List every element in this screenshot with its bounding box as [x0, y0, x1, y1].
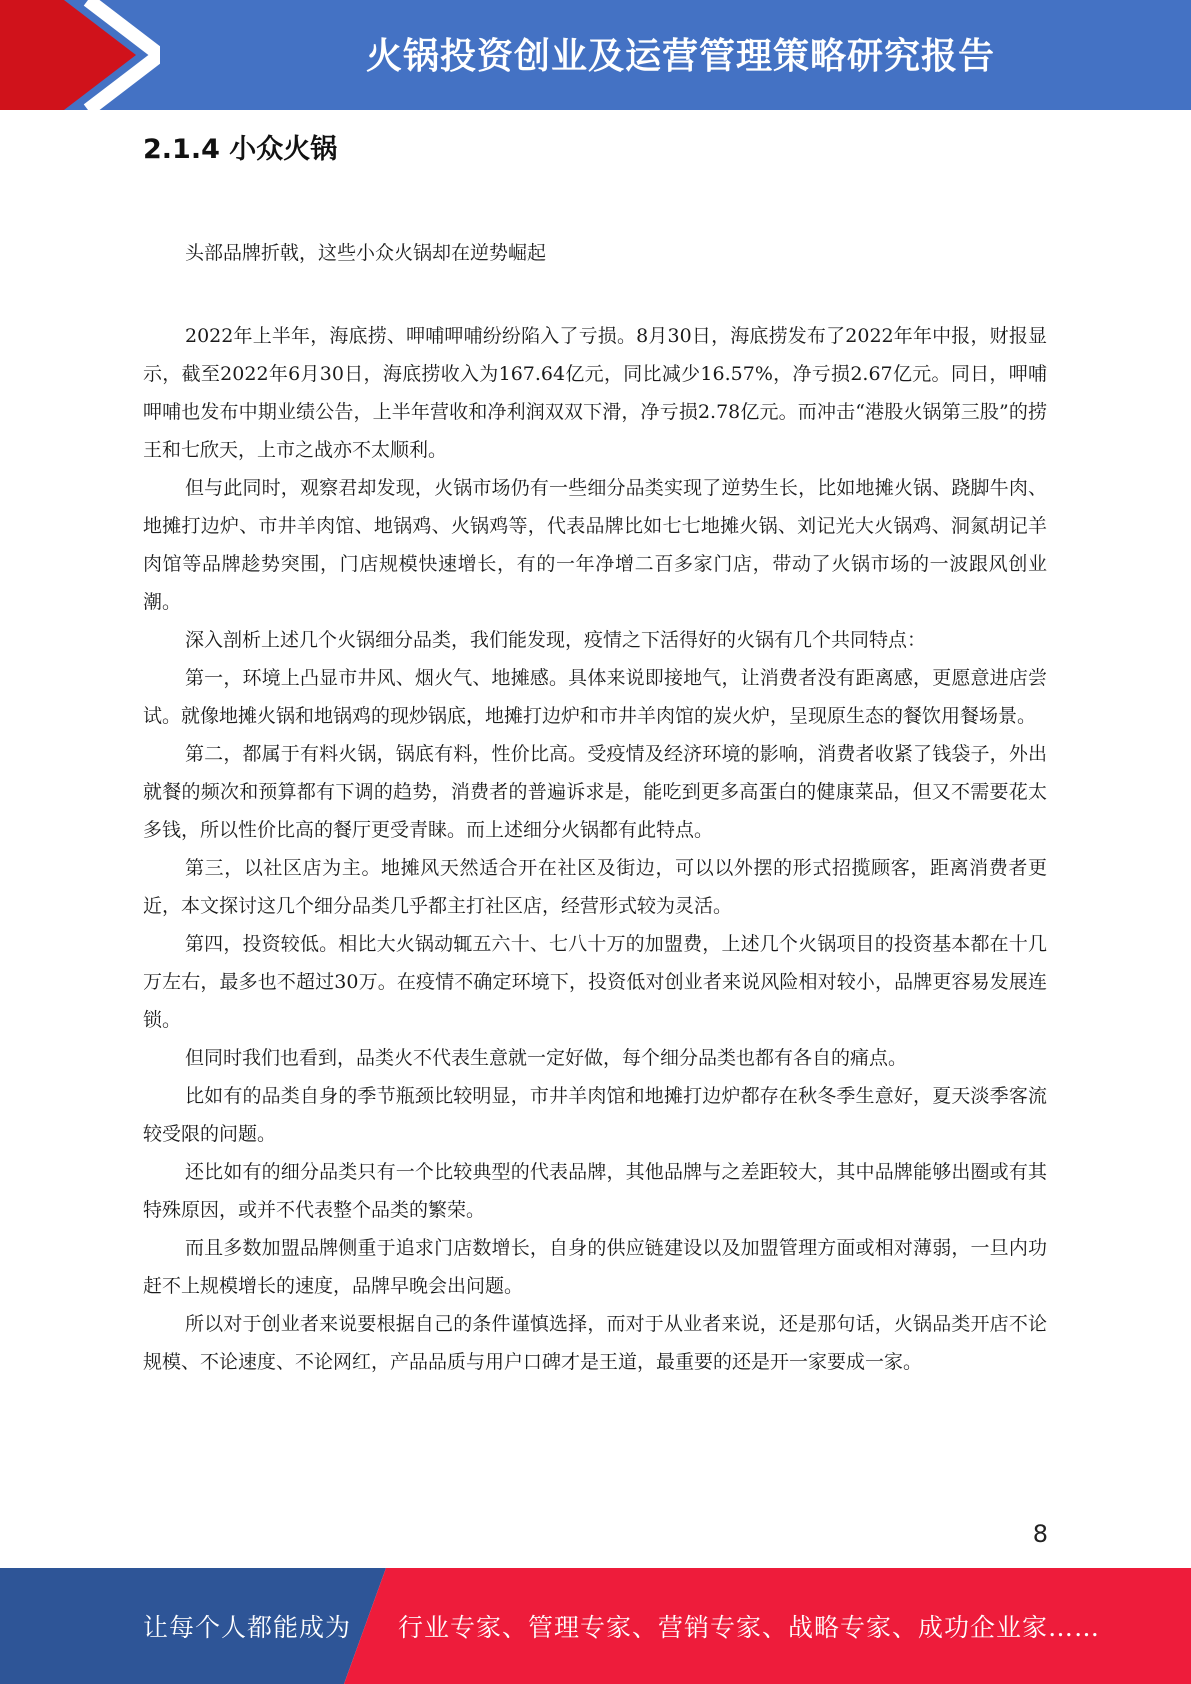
paragraph: 还比如有的细分品类只有一个比较典型的代表品牌，其他品牌与之差距较大，其中品牌能够出圈或有其特殊原因，或并不代表整个品类的繁荣。: [143, 1161, 1047, 1221]
report-title: 火锅投资创业及运营管理策略研究报告: [365, 35, 995, 77]
paragraph: 所以对于创业者来说要根据自己的条件谨慎选择，而对于从业者来说，还是那句话，火锅品类开店不论规模、不论速度、不论网红，产品品质与用户口碑才是王道，最重要的还是开一家要成一家。: [143, 1313, 1047, 1373]
body-text: [143, 317, 1047, 1381]
paragraph: 而且多数加盟品牌侧重于追求门店数增长，自身的供应链建设以及加盟管理方面或相对薄弱，一旦内功赶不上规模增长的速度，品牌早晚会出问题。: [143, 1237, 1047, 1297]
paragraph: 第一，环境上凸显市井风、烟火气、地摊感。具体来说即接地气，让消费者没有距离感，更愿意进店尝试。就像地摊火锅和地锅鸡的现炒锅底，地摊打边炉和市井羊肉馆的炭火炉，呈现原生态的餐饮用餐场景。: [143, 667, 1047, 727]
paragraph: 但同时我们也看到，品类火不代表生意就一定好做，每个细分品类也都有各自的痛点。: [185, 1047, 908, 1069]
header-banner: [0, 0, 1191, 110]
paragraph: 2022年上半年，海底捞、呷哺呷哺纷纷陷入了亏损。8月30日，海底捞发布了2022年年中报，财报显示，截至2022年6月30日，海底捞收入为167.64亿元，同比减少16.57%，净亏损2.67亿元。同日，呷哺呷哺也发布中期业绩公告，上半年营收和净利润双双下滑，净亏损2.78亿元。而冲击“港股火锅第三股”的捞王和七欣天，上市之战亦不太顺利。: [143, 325, 1047, 461]
paragraph: 第四，投资较低。相比大火锅动辄五六十、七八十万的加盟费，上述几个火锅项目的投资基本都在十几万左右，最多也不超过30万。在疫情不确定环境下，投资低对创业者来说风险相对较小，品牌更容易发展连锁。: [143, 933, 1047, 1031]
paragraph: 比如有的品类自身的季节瓶颈比较明显，市井羊肉馆和地摊打边炉都存在秋冬季生意好，夏天淡季客流较受限的问题。: [143, 1085, 1047, 1145]
footer-slogan-left: 让每个人都能成为: [143, 1613, 352, 1642]
page-number: 8: [1032, 1520, 1048, 1548]
footer-banner: [0, 1568, 1191, 1684]
footer-slogan-right: 行业专家、管理专家、营销专家、战略专家、成功企业家……: [398, 1613, 1101, 1642]
page-content: [143, 128, 1047, 1381]
paragraph: 第二，都属于有料火锅，锅底有料，性价比高。受疫情及经济环境的影响，消费者收紧了钱袋子，外出就餐的频次和预算都有下调的趋势，消费者的普遍诉求是，能吃到更多高蛋白的健康菜品，但又不需要花太多钱，所以性价比高的餐厅更受青睐。而上述细分火锅都有此特点。: [143, 743, 1047, 841]
paragraph: 第三，以社区店为主。地摊风天然适合开在社区及街边，可以以外摆的形式招揽顾客，距离消费者更近，本文探讨这几个细分品类几乎都主打社区店，经营形式较为灵活。: [143, 857, 1047, 917]
lead-sentence: 头部品牌折戟，这些小众火锅却在逆势崛起: [185, 242, 547, 264]
section-heading: 2.1.4 小众火锅: [143, 134, 338, 165]
chevron-arrow-icon: [0, 0, 160, 110]
paragraph: 深入剖析上述几个火锅细分品类，我们能发现，疫情之下活得好的火锅有几个共同特点：: [185, 629, 927, 651]
paragraph: 但与此同时，观察君却发现，火锅市场仍有一些细分品类实现了逆势生长，比如地摊火锅、跷脚牛肉、地摊打边炉、市井羊肉馆、地锅鸡、火锅鸡等，代表品牌比如七七地摊火锅、刘记光大火锅鸡、洞氮胡记羊肉馆等品牌趁势突围，门店规模快速增长，有的一年净增二百多家门店，带动了火锅市场的一波跟风创业潮。: [143, 477, 1047, 613]
